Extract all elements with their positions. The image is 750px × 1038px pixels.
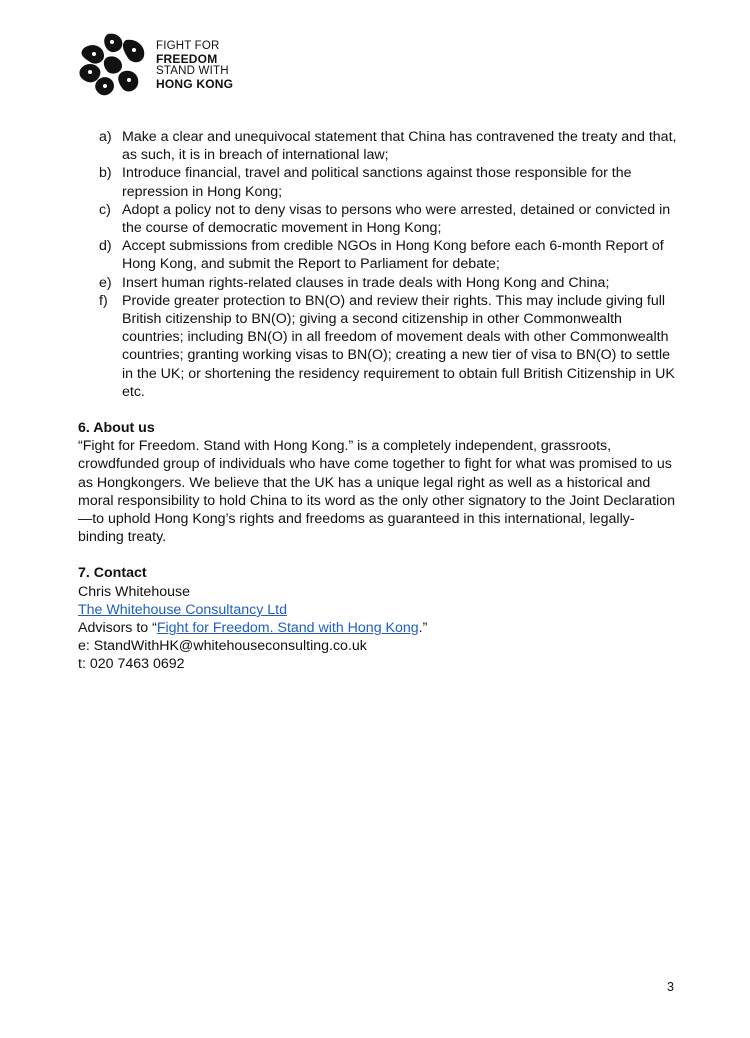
logo-wordmark [156, 40, 233, 90]
list-item-text: Make a clear and unequivocal statement that China has contravened the treaty and that, as such, it is in breach of international law; [122, 129, 677, 164]
list-marker: e) [99, 274, 112, 291]
list-item-text: Adopt a policy not to deny visas to persons who were arrested, detained or convicted in the course of democratic movement in Hong Kong; [122, 201, 671, 237]
about-section [78, 419, 678, 546]
list-marker: a) [99, 129, 112, 145]
contact-phone: t: 020 7463 0692 [78, 656, 185, 673]
list-item [78, 292, 678, 401]
list-item-text: Insert human rights-related clauses in trade deals with Hong Kong and China; [122, 274, 610, 291]
advisors-suffix: .” [418, 620, 428, 637]
list-marker: f) [99, 292, 108, 309]
list-item [78, 274, 678, 292]
list-item [78, 201, 678, 237]
list-item-text: Accept submissions from credible NGOs in Hong Kong before each 6-month Report of Hong Kong, and submit the Report to Parliament for debate; [122, 238, 664, 273]
campaign-link[interactable]: Fight for Freedom. Stand with Hong Kong [156, 620, 419, 637]
list-item-text: Introduce financial, travel and political sanctions against those responsible for the repression in Hong Kong; [122, 165, 632, 200]
logo-line-4: HONG KONG [156, 76, 234, 91]
about-body: “Fight for Freedom. Stand with Hong Kong.” is a completely independent, grassroots, crowdfunded group of individuals who have come together to fight for what was promised to us as Hongkongers. We believe that the UK has a unique legal right as well as a historical and moral responsibility to hold China to its word as the only other signatory to the Joint Declaration—to uphold Hong Kong’s rights and freedoms as guaranteed in this international, legally-binding treaty. [78, 438, 675, 546]
list-marker: d) [99, 238, 112, 255]
list-item-text: Provide greater protection to BN(O) and review their rights. This may include giving full British citizenship to BN(O); giving a second citizenship in other Commonwealth countries; including BN(O) in all freedom of movement deals with other Commonwealth countries; granting working visas to BN(O); creating a new tier of visa to BN(O) to settle in the UK; or shortening the residency requirement to obtain full British Citizenship in UK etc. [122, 292, 675, 400]
logo-line-3: STAND WITH [156, 65, 229, 77]
advisors-prefix: Advisors to “ [78, 620, 157, 637]
logo-line-2: FREEDOM [156, 51, 218, 66]
list-item [78, 164, 678, 200]
list-marker: c) [99, 201, 111, 218]
document-body [78, 128, 678, 674]
list-item [78, 128, 678, 164]
list-marker: b) [99, 165, 112, 182]
organization-logo [78, 32, 233, 98]
contact-heading: 7. Contact [78, 565, 147, 582]
about-heading: 6. About us [78, 420, 155, 437]
contact-section [78, 564, 678, 673]
contact-name: Chris Whitehouse [78, 583, 190, 600]
advisors-line [78, 619, 678, 637]
page-number: 3 [667, 980, 674, 994]
logo-line-1: FIGHT FOR [156, 40, 220, 52]
contact-email: e: StandWithHK@whitehouseconsulting.co.uk [78, 638, 367, 655]
recommendations-list [78, 128, 678, 401]
bauhinia-logo-icon [78, 32, 148, 98]
list-item [78, 237, 678, 273]
company-link[interactable]: The Whitehouse Consultancy Ltd [78, 601, 287, 618]
